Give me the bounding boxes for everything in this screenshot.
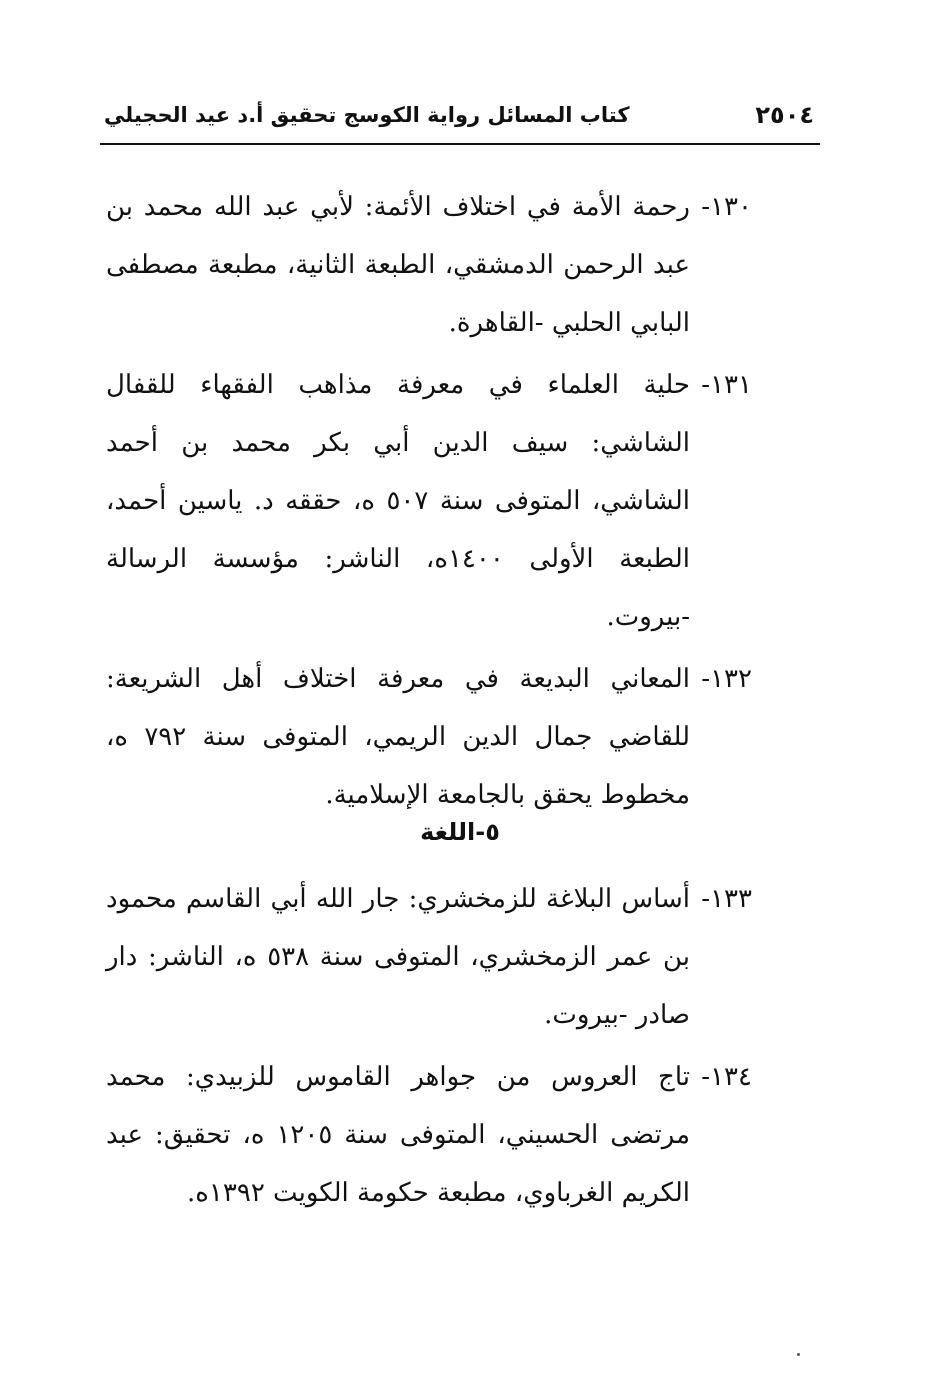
entry-text: تاج العروس من جواهر القاموس للزبيدي: محمد مرتضى الحسيني، المتوفى سنة ١٢٠٥ ه، تحقيق: عبد الكريم الغرباوي، مطبعة حكومة الكويت ١٣٩٢ه. [106, 1062, 690, 1208]
entry-text: أساس البلاغة للزمخشري: جار الله أبي القاسم محمود بن عمر الزمخشري، المتوفى سنة ٥٣٨ ه، الناشر: دار صادر -بيروت. [106, 884, 690, 1030]
entry-number: ١٣٢- [701, 664, 752, 694]
entry-text: رحمة الأمة في اختلاف الأئمة: لأبي عبد الله محمد بن عبد الرحمن الدمشقي، الطبعة الثانية، مطبعة مصطفى البابي الحلبي -القاهرة. [106, 192, 690, 338]
page-header [100, 93, 820, 137]
page-number: ٢٥٠٤ [755, 101, 814, 129]
entry-text: حلية العلماء في معرفة مذاهب الفقهاء للقفال الشاشي: سيف الدين أبي بكر محمد بن أحمد الشاشي، المتوفى سنة ٥٠٧ ه، حققه د. ياسين أحمد، الطبعة الأولى ١٤٠٠ه، الناشر: مؤسسة الرسالة -بيروت. [106, 370, 691, 632]
entry-number: ١٣٤- [701, 1062, 752, 1092]
bibliography-entry [100, 178, 790, 352]
bibliography-list-language [100, 870, 790, 1226]
entry-number: ١٣٠- [701, 192, 752, 222]
bibliography-entry [100, 356, 790, 646]
scan-speck [797, 1353, 800, 1356]
entry-text: المعاني البديعة في معرفة اختلاف أهل الشريعة: للقاضي جمال الدين الريمي، المتوفى سنة ٧٩٢ ه، مخطوط يحقق بالجامعة الإسلامية. [106, 664, 691, 810]
bibliography-list-fiqh [100, 178, 790, 828]
bibliography-entry [100, 870, 790, 1044]
bibliography-entry [100, 1048, 790, 1222]
running-title: كتاب المسائل رواية الكوسج تحقيق أ.د عيد الحجيلي [104, 103, 630, 127]
header-divider [100, 143, 820, 145]
entry-number: ١٣١- [701, 370, 752, 400]
section-heading: ٥-اللغة [420, 818, 500, 846]
entry-number: ١٣٣- [701, 884, 752, 914]
bibliography-entry [100, 650, 790, 824]
